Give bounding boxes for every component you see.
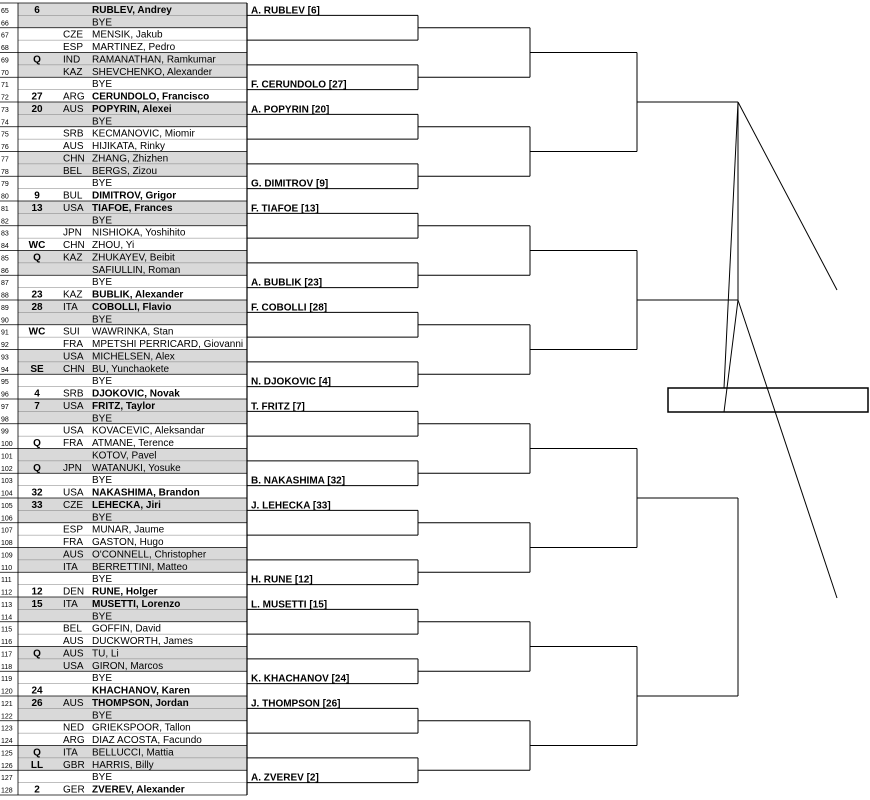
nationality-code: USA xyxy=(63,202,84,214)
nationality-code: JPN xyxy=(63,462,82,474)
player-name: MUNAR, Jaume xyxy=(92,524,165,536)
seed-number: 33 xyxy=(31,499,43,511)
draw-position-number: 68 xyxy=(1,45,9,52)
draw-position-number: 72 xyxy=(1,94,9,102)
advancing-player: F. COBOLLI [28] xyxy=(251,302,328,314)
draw-position-number: 93 xyxy=(1,354,9,362)
draw-position-number: 99 xyxy=(1,428,9,436)
draw-position-number: 67 xyxy=(1,32,9,40)
draw-entry xyxy=(1,54,216,65)
draw-position-number: 85 xyxy=(1,255,9,263)
seed-number: 2 xyxy=(34,784,40,796)
advancing-player: J. LEHECKA [33] xyxy=(251,500,331,512)
draw-entry xyxy=(1,587,158,598)
round-two-advances xyxy=(251,5,349,783)
advancing-player: T. FRITZ [7] xyxy=(251,401,305,413)
draw-entry xyxy=(1,723,191,734)
player-name: BYE xyxy=(92,277,113,289)
draw-position-number: 107 xyxy=(1,527,13,535)
nationality-code: AUS xyxy=(63,636,84,647)
player-name: MENSIK, Jakub xyxy=(92,29,163,41)
draw-position-number: 122 xyxy=(1,713,13,721)
entry-status: WC xyxy=(28,240,46,251)
draw-position-number: 94 xyxy=(1,366,9,374)
draw-position-number: 87 xyxy=(1,280,9,288)
draw-position-number: 118 xyxy=(1,663,13,671)
seed-number: 7 xyxy=(34,400,40,412)
entry-status: Q xyxy=(33,252,41,264)
draw-entry xyxy=(1,426,205,437)
player-name: ZHOU, Yi xyxy=(92,240,135,251)
draw-position-number: 119 xyxy=(1,676,13,684)
draw-position-number: 106 xyxy=(1,515,13,523)
advancing-player: F. CERUNDOLO [27] xyxy=(251,79,347,91)
player-name: KECMANOVIC, Miomir xyxy=(92,128,195,140)
nationality-code: KAZ xyxy=(63,289,83,301)
player-name: HIJIKATA, Rinky xyxy=(92,141,165,152)
draw-position-number: 105 xyxy=(1,502,13,510)
draw-entry xyxy=(1,735,202,746)
draw-entry xyxy=(1,228,186,239)
nationality-code: AUS xyxy=(63,103,84,115)
draw-position-number: 114 xyxy=(1,614,13,622)
draw-position-number: 100 xyxy=(1,441,13,448)
player-name: FRITZ, Taylor xyxy=(92,400,156,412)
player-name: BYE xyxy=(92,314,113,326)
draw-position-number: 126 xyxy=(1,762,13,770)
entry-status: Q xyxy=(33,747,41,759)
nationality-code: KAZ xyxy=(63,252,83,264)
final-line xyxy=(724,300,738,412)
player-name: BYE xyxy=(92,376,113,388)
entry-status: Q xyxy=(33,54,41,66)
nationality-code: GER xyxy=(63,784,85,796)
player-name: WATANUKI, Yosuke xyxy=(92,462,181,474)
nationality-code: GBR xyxy=(63,759,85,771)
nationality-code: AUS xyxy=(63,549,84,561)
player-name: TU, Li xyxy=(92,648,119,660)
player-name: BYE xyxy=(92,413,113,425)
player-name: BYE xyxy=(92,178,113,190)
nationality-code: DEN xyxy=(63,586,85,598)
seed-number: 12 xyxy=(31,586,43,598)
player-name: BYE xyxy=(92,611,113,623)
player-name: BUBLIK, Alexander xyxy=(92,289,184,301)
draw-position-number: 124 xyxy=(1,738,13,745)
player-name: ZHUKAYEV, Beibit xyxy=(92,252,175,264)
draw-position-number: 82 xyxy=(1,218,9,226)
player-name: BYE xyxy=(92,215,113,227)
draw-position-number: 76 xyxy=(1,144,9,151)
entry-status: WC xyxy=(28,326,46,338)
draw-entry xyxy=(1,327,174,338)
draw-position-number: 116 xyxy=(1,639,13,646)
draw-position-number: 88 xyxy=(1,292,9,300)
draw-position-number: 120 xyxy=(1,688,13,696)
draw-entry xyxy=(1,240,134,251)
draw-position-number: 81 xyxy=(1,205,9,213)
seed-number: 9 xyxy=(34,190,40,202)
draw-position-number: 95 xyxy=(1,379,9,387)
nationality-code: NED xyxy=(63,722,85,734)
nationality-code: USA xyxy=(63,660,84,672)
player-name: BELLUCCI, Mattia xyxy=(92,747,174,759)
nationality-code: USA xyxy=(63,487,84,499)
nationality-code: AUS xyxy=(63,648,84,660)
advancing-player: N. DJOKOVIC [4] xyxy=(251,376,332,388)
player-name: BYE xyxy=(92,772,113,784)
nationality-code: AUS xyxy=(63,141,84,152)
player-name: WAWRINKA, Stan xyxy=(92,326,174,338)
player-name: GRIEKSPOOR, Tallon xyxy=(92,722,191,734)
seed-number: 24 xyxy=(31,685,43,697)
draw-entry xyxy=(1,624,161,635)
player-name: MICHELSEN, Alex xyxy=(92,351,175,363)
player-name: THOMPSON, Jordan xyxy=(92,697,189,709)
nationality-code: CHN xyxy=(63,240,85,251)
nationality-code: ITA xyxy=(63,598,78,610)
final-line xyxy=(738,300,837,598)
draw-position-number: 97 xyxy=(1,403,9,411)
player-name: BYE xyxy=(92,116,113,128)
draw-position-number: 73 xyxy=(1,106,9,114)
player-name: KOVACEVIC, Aleksandar xyxy=(92,425,205,437)
advancing-player: B. NAKASHIMA [32] xyxy=(251,475,346,487)
nationality-code: JPN xyxy=(63,227,82,239)
nationality-code: ARG xyxy=(63,735,85,746)
advancing-player: K. KHACHANOV [24] xyxy=(251,673,350,685)
player-name: GIRON, Marcos xyxy=(92,660,164,672)
seed-number: 13 xyxy=(31,202,43,214)
advancing-player: A. RUBLEV [6] xyxy=(251,5,320,17)
seed-number: 32 xyxy=(31,487,43,499)
seed-number: 4 xyxy=(34,388,40,400)
player-name: HARRIS, Billy xyxy=(92,759,154,771)
nationality-code: ARG xyxy=(63,91,85,103)
player-name: POPYRIN, Alexei xyxy=(92,103,172,115)
seed-number: 26 xyxy=(31,697,43,709)
advancing-player: J. THOMPSON [26] xyxy=(251,698,341,710)
entry-status: SE xyxy=(30,363,44,375)
seed-number: 27 xyxy=(31,91,43,103)
draw-position-number: 117 xyxy=(1,651,13,659)
nationality-code: BUL xyxy=(63,190,83,202)
seed-number: 28 xyxy=(31,301,43,313)
draw-position-number: 77 xyxy=(1,156,9,164)
draw-entry xyxy=(1,488,200,499)
draw-position-number: 127 xyxy=(1,775,13,783)
nationality-code: USA xyxy=(63,400,84,412)
draw-entry xyxy=(1,438,174,449)
nationality-code: USA xyxy=(63,425,84,437)
nationality-code: BEL xyxy=(63,623,82,635)
draw-entry xyxy=(1,389,180,400)
nationality-code: SRB xyxy=(63,128,84,140)
draw-entry xyxy=(1,636,193,647)
final-line xyxy=(724,102,738,388)
draw-position-number: 112 xyxy=(1,589,13,597)
draw-position-number: 90 xyxy=(1,317,9,325)
draw-entry xyxy=(1,141,165,152)
nationality-code: CHN xyxy=(63,153,85,165)
player-name: MUSETTI, Lorenzo xyxy=(92,598,181,610)
player-name: LEHECKA, Jiri xyxy=(92,499,161,511)
draw-entry xyxy=(1,290,183,301)
draw-position-number: 125 xyxy=(1,750,13,758)
draw-position-number: 96 xyxy=(1,391,9,399)
draw-entry xyxy=(1,785,185,796)
entry-status: Q xyxy=(33,462,41,474)
final-line xyxy=(738,102,837,290)
player-name: SAFIULLIN, Roman xyxy=(92,264,181,276)
draw-position-number: 74 xyxy=(1,119,9,127)
nationality-code: IND xyxy=(63,54,81,66)
player-name: NAKASHIMA, Brandon xyxy=(92,487,200,499)
player-name: BU, Yunchaokete xyxy=(92,363,170,375)
draw-position-number: 69 xyxy=(1,57,9,65)
player-name: GASTON, Hugo xyxy=(92,537,164,548)
player-name: RUNE, Holger xyxy=(92,586,158,598)
draw-position-number: 89 xyxy=(1,304,9,312)
seed-number: 6 xyxy=(34,4,40,16)
draw-entry xyxy=(1,525,165,536)
draw-entry xyxy=(1,42,176,53)
draw-position-number: 75 xyxy=(1,131,9,139)
draw-position-number: 102 xyxy=(1,465,13,473)
player-name: DUCKWORTH, James xyxy=(92,636,193,647)
advancing-player: L. MUSETTI [15] xyxy=(251,599,328,611)
player-name: BYE xyxy=(92,17,113,29)
draw-entry xyxy=(1,30,163,41)
seed-number: 20 xyxy=(31,103,43,115)
seed-number: 15 xyxy=(31,598,43,610)
nationality-code: ESP xyxy=(63,524,84,536)
draw-entry xyxy=(1,686,190,697)
player-name: SHEVCHENKO, Alexander xyxy=(92,66,213,78)
player-name: BYE xyxy=(92,512,113,524)
draw-position-number: 115 xyxy=(1,626,13,634)
nationality-code: ITA xyxy=(63,561,78,573)
player-name: GOFFIN, David xyxy=(92,623,161,635)
draw-position-number: 71 xyxy=(1,82,9,90)
player-name: RUBLEV, Andrey xyxy=(92,4,172,16)
player-name: ATMANE, Terence xyxy=(92,438,174,449)
player-name: KOTOV, Pavel xyxy=(92,450,157,462)
draw-position-number: 92 xyxy=(1,342,9,349)
player-name: MARTINEZ, Pedro xyxy=(92,42,176,53)
draw-entry xyxy=(1,339,243,350)
advancing-player: F. TIAFOE [13] xyxy=(251,203,319,215)
advancing-player: A. ZVEREV [2] xyxy=(251,772,319,784)
nationality-code: CZE xyxy=(63,29,83,41)
draw-position-number: 109 xyxy=(1,552,13,560)
draw-position-number: 83 xyxy=(1,230,9,238)
draw-position-number: 110 xyxy=(1,564,13,572)
entry-status: Q xyxy=(33,648,41,660)
draw-position-number: 111 xyxy=(1,577,12,585)
player-name: DJOKOVIC, Novak xyxy=(92,388,180,400)
nationality-code: FRA xyxy=(63,339,83,350)
player-name: BERRETTINI, Matteo xyxy=(92,561,188,573)
player-name: O'CONNELL, Christopher xyxy=(92,549,207,561)
player-name: ZVEREV, Alexander xyxy=(92,784,185,796)
nationality-code: FRA xyxy=(63,537,83,548)
player-name: BYE xyxy=(92,710,113,722)
player-name: BERGS, Zizou xyxy=(92,165,158,177)
player-name: CERUNDOLO, Francisco xyxy=(92,91,210,103)
draw-entry xyxy=(1,537,164,548)
player-name: BYE xyxy=(92,475,113,487)
draw-position-number: 91 xyxy=(1,329,9,337)
nationality-code: SUI xyxy=(63,326,80,338)
draw-position-number: 86 xyxy=(1,267,9,275)
draw-position-number: 70 xyxy=(1,69,9,77)
player-name: DIAZ ACOSTA, Facundo xyxy=(92,735,202,746)
player-name: BYE xyxy=(92,79,113,91)
nationality-code: USA xyxy=(63,351,84,363)
nationality-code: SRB xyxy=(63,388,84,400)
draw-position-number: 103 xyxy=(1,478,13,486)
draw-entry xyxy=(1,191,176,202)
player-name: DIMITROV, Grigor xyxy=(92,190,177,202)
draw-position-number: 108 xyxy=(1,540,13,547)
draw-position-number: 80 xyxy=(1,193,9,201)
draw-position-number: 98 xyxy=(1,416,9,424)
player-name: KHACHANOV, Karen xyxy=(92,685,190,697)
nationality-code: AUS xyxy=(63,697,84,709)
player-name: BYE xyxy=(92,574,113,586)
advancing-player: H. RUNE [12] xyxy=(251,574,313,586)
draw-position-number: 84 xyxy=(1,243,9,250)
nationality-code: ITA xyxy=(63,301,78,313)
player-name: RAMANATHAN, Ramkumar xyxy=(92,54,216,66)
player-name: TIAFOE, Frances xyxy=(92,202,173,214)
entry-status: Q xyxy=(33,438,41,449)
draw-position-number: 113 xyxy=(1,601,13,609)
entry-status: LL xyxy=(30,759,44,771)
nationality-code: CHN xyxy=(63,363,85,375)
draw-position-number: 123 xyxy=(1,725,13,733)
player-name: BYE xyxy=(92,673,113,685)
draw-position-number: 78 xyxy=(1,168,9,176)
draw-position-number: 65 xyxy=(1,7,9,15)
advancing-player: G. DIMITROV [9] xyxy=(251,178,329,190)
player-name: ZHANG, Zhizhen xyxy=(92,153,169,165)
nationality-code: ITA xyxy=(63,747,78,759)
nationality-code: ESP xyxy=(63,42,84,53)
advancing-player: A. POPYRIN [20] xyxy=(251,104,330,116)
draw-position-number: 66 xyxy=(1,20,9,28)
draw-entry xyxy=(1,92,209,103)
draw-position-number: 104 xyxy=(1,490,13,498)
bracket-lines xyxy=(247,15,837,782)
advancing-player: A. BUBLIK [23] xyxy=(251,277,323,289)
draw-position-number: 101 xyxy=(1,453,13,461)
draw-position-number: 128 xyxy=(1,787,13,795)
draw-position-number: 121 xyxy=(1,700,13,708)
player-name: COBOLLI, Flavio xyxy=(92,301,172,313)
nationality-code: BEL xyxy=(63,165,82,177)
nationality-code: CZE xyxy=(63,499,83,511)
seed-number: 23 xyxy=(31,289,43,301)
player-name: MPETSHI PERRICARD, Giovanni xyxy=(92,339,244,350)
nationality-code: FRA xyxy=(63,438,83,449)
player-name: NISHIOKA, Yoshihito xyxy=(92,227,186,239)
draw-entry xyxy=(1,129,195,140)
nationality-code: KAZ xyxy=(63,66,83,78)
draw-position-number: 79 xyxy=(1,181,9,189)
